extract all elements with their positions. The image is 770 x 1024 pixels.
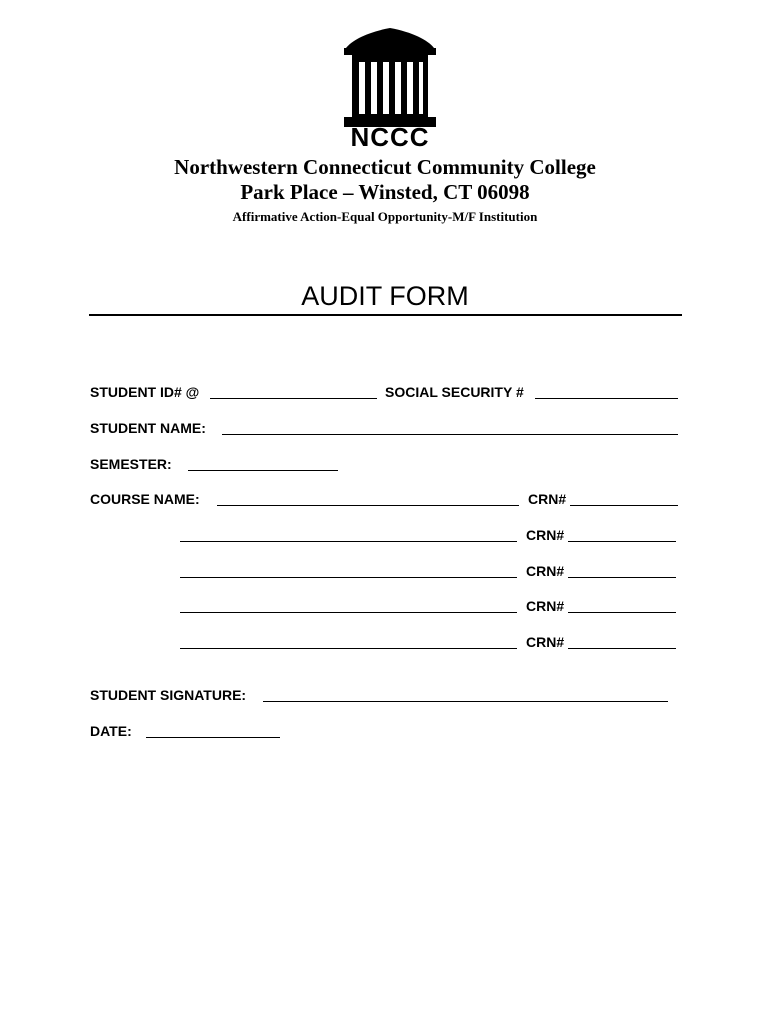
semester-label: SEMESTER: xyxy=(90,456,172,472)
ssn-field[interactable] xyxy=(535,383,678,399)
crn-field-3[interactable] xyxy=(568,562,676,578)
crn-label-3: CRN# xyxy=(526,563,565,579)
crn-field-5[interactable] xyxy=(568,633,676,649)
student-id-field[interactable] xyxy=(210,383,377,399)
course-name-label: COURSE NAME: xyxy=(90,491,200,507)
logo-text: NCCC xyxy=(350,122,430,152)
ssn-label: SOCIAL SECURITY # xyxy=(385,384,524,400)
institution-tagline: Affirmative Action-Equal Opportunity-M/F Institution xyxy=(232,209,538,224)
course-name-field-1[interactable] xyxy=(217,490,519,506)
signature-field[interactable] xyxy=(263,686,668,702)
crn-label-2: CRN# xyxy=(526,527,565,543)
crn-field-2[interactable] xyxy=(568,526,676,542)
crn-field-4[interactable] xyxy=(568,597,676,613)
course-name-field-2[interactable] xyxy=(180,526,517,542)
crn-label-4: CRN# xyxy=(526,598,565,614)
student-name-field[interactable] xyxy=(222,419,678,435)
semester-field[interactable] xyxy=(188,455,338,471)
crn-field-1[interactable] xyxy=(570,490,678,506)
crn-label-1: CRN# xyxy=(528,491,567,507)
college-name: Northwestern Connecticut Community College xyxy=(174,155,596,179)
course-name-field-5[interactable] xyxy=(180,633,517,649)
student-name-label: STUDENT NAME: xyxy=(90,420,206,436)
crn-label-5: CRN# xyxy=(526,634,565,650)
college-address: Park Place – Winsted, CT 06098 xyxy=(240,180,530,204)
signature-label: STUDENT SIGNATURE: xyxy=(90,687,247,703)
date-label: DATE: xyxy=(90,723,132,739)
course-name-field-3[interactable] xyxy=(180,562,517,578)
student-id-label: STUDENT ID# @ xyxy=(90,384,200,400)
date-field[interactable] xyxy=(146,722,280,738)
building-columns-icon xyxy=(340,26,440,130)
course-name-field-4[interactable] xyxy=(180,597,517,613)
title-divider xyxy=(89,314,682,316)
college-logo xyxy=(340,26,440,150)
page-title: AUDIT FORM xyxy=(301,281,469,311)
